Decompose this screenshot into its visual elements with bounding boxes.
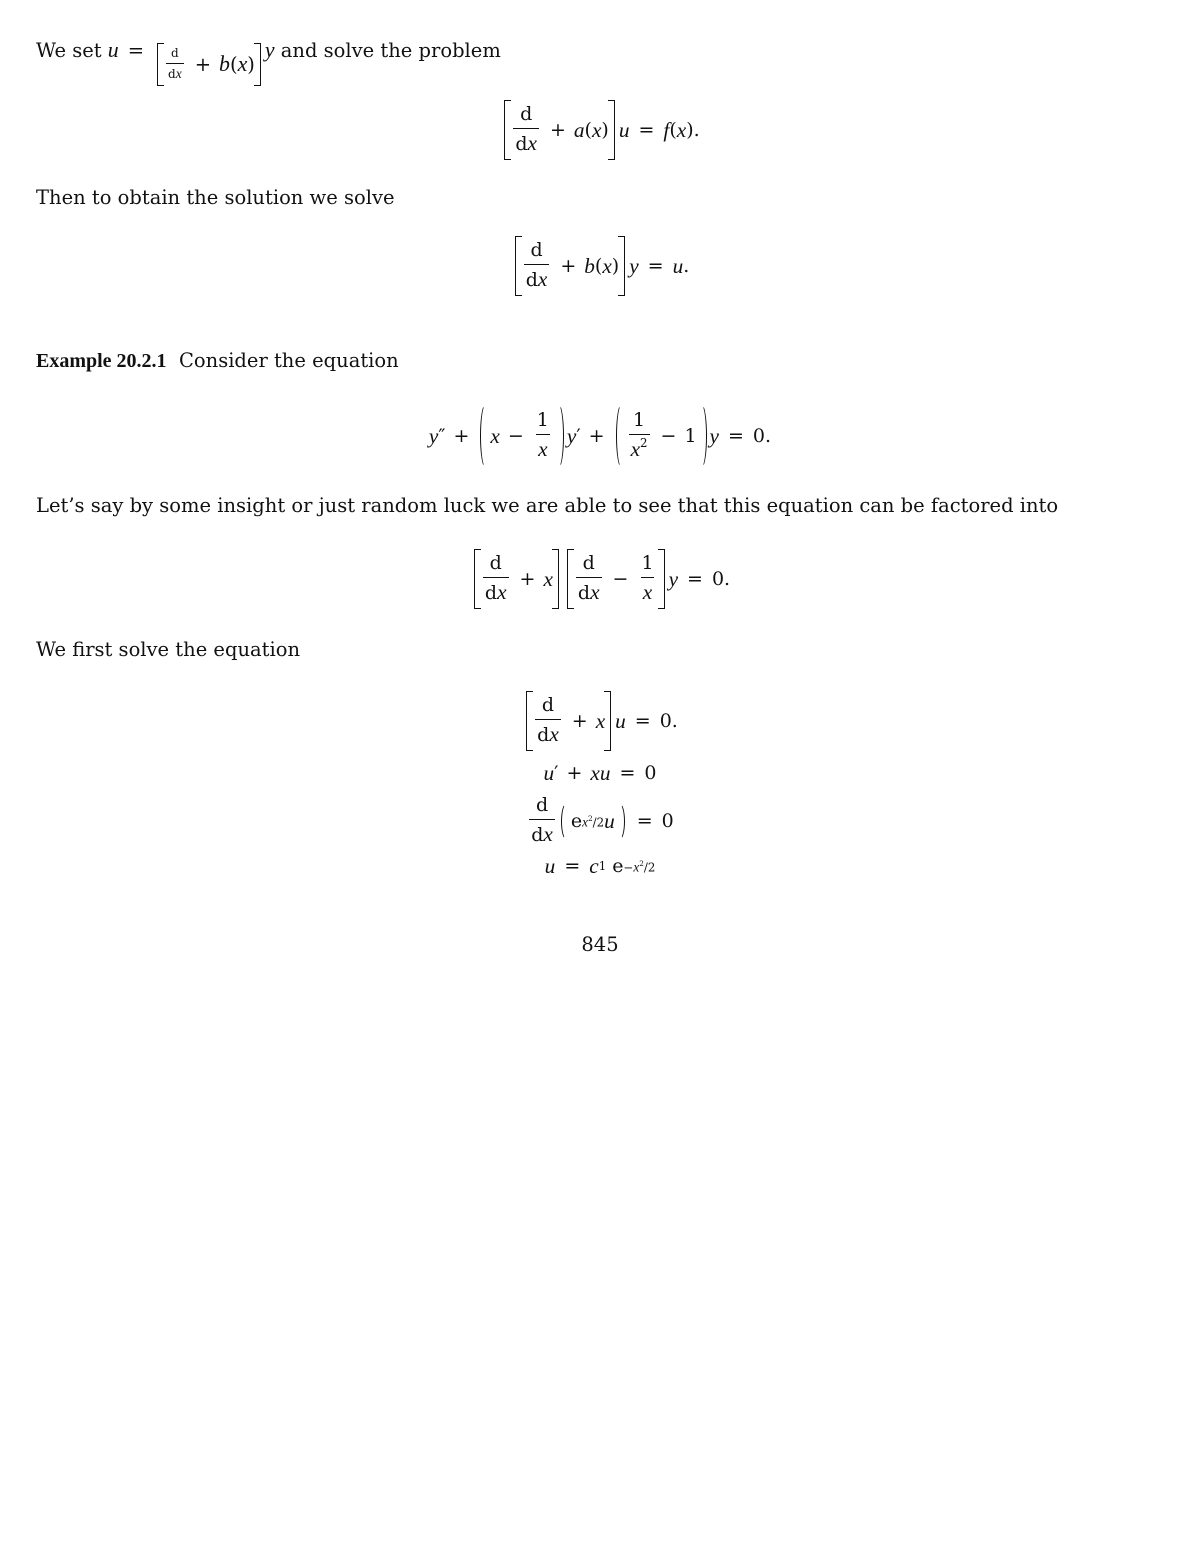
equation-5d: u = c 1 e $-x^2/2$ [544, 853, 656, 878]
equation-5b: u ′ + x u = 0 [543, 760, 657, 785]
equation-5c: $\frac{d}{dx}$ e $x^2/2$ u = 0 [531, 794, 674, 846]
paragraph-then: Then to obtain the solution we solve [36, 186, 395, 209]
equation-2: $\frac{d}{dx}$ + b ( x ) y = u . [0, 236, 1200, 296]
paragraph-factored: Let’s say by some insight or just random luck we are able to see that this equation can be factored into [36, 494, 1059, 517]
intro-text: We set [36, 39, 102, 62]
equation-5a: $\frac{d}{dx}$ + x u = 0. [0, 690, 1200, 752]
paragraph-first-solve: We first solve the equation [36, 638, 301, 661]
example-label: Example 20.2.1 [36, 350, 167, 372]
example-heading [36, 349, 399, 373]
equation-1: $\frac{d}{dx}$ + a ( x ) u = f ( x ). [0, 100, 1200, 160]
equation-4: $\frac{d}{dx}$ + x $\frac{d}{dx}$ − $\frac{1}{x}$ y = 0. [0, 548, 1200, 610]
example-text: Consider the equation [178, 349, 399, 372]
paragraph-intro [36, 38, 501, 82]
inline-math-u-definition: u = $\frac{d}{dx}$ + b ( x )y [107, 38, 275, 81]
intro-text-suffix: and solve the problem [280, 39, 501, 62]
page-number: 845 [581, 933, 619, 956]
equation-3: y ″ + x − $\frac{1}{x}$ y ′ + $\frac{1}{x^2}$ − 1 y = 0. [428, 409, 772, 461]
